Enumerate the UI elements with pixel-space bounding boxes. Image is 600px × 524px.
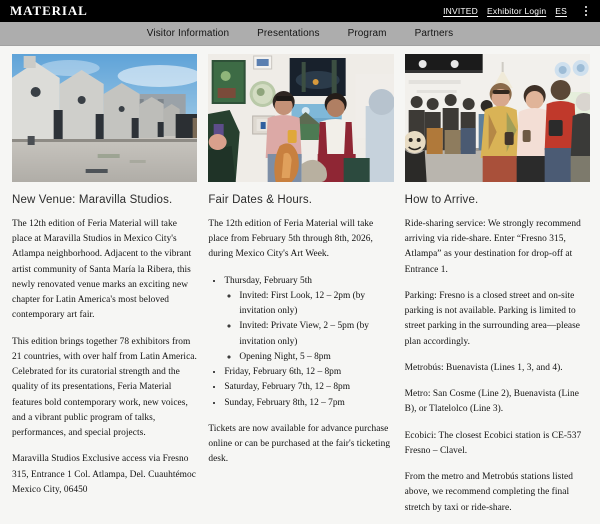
- kebab-menu-icon[interactable]: [580, 3, 592, 19]
- paragraph-metrobus: Metrobús: Buenavista (Lines 1, 3, and 4).: [404, 362, 563, 373]
- column-how-to-arrive: [405, 54, 590, 524]
- content-columns: [0, 46, 600, 524]
- main-navigation: [0, 22, 600, 46]
- paragraph-exhibitors: This edition brings together 78 exhibitors from 21 countries, with over half from Latin America. Celebrated for its curatorial strength and the quality of its presentations, Feria Material features bold contemporary work, new voices, and a vibrant public program of talks, performances, and special projects.: [12, 336, 197, 439]
- schedule-session: ◦ Invited: First Look, 12 – 2pm (by invitation only): [239, 289, 393, 319]
- schedule-session: ◦ Invited: Private View, 2 – 5pm (by invitation only): [239, 319, 393, 349]
- schedule-day-label: Thursday, February 5th: [224, 275, 312, 286]
- schedule-day-friday: • Friday, February 6th, 12 – 8pm: [224, 365, 393, 380]
- schedule-session: ◦ Opening Night, 5 – 8pm: [239, 350, 393, 365]
- column-title-new-venue: New Venue: Maravilla Studios.: [12, 194, 173, 206]
- nav-item-presentations[interactable]: Presentations: [257, 28, 320, 39]
- paragraph-parking: Parking: Fresno is a closed street and on-site parking is not available. Parking is limited to street parking in the surrounding area—please plan accordingly.: [404, 290, 581, 347]
- schedule-day-thursday: [224, 274, 393, 365]
- paragraph-ecobici: Ecobici: The closest Ecobici station is CE-537 Fresno – Clavel.: [404, 430, 582, 456]
- header-links-group: [443, 3, 592, 19]
- schedule-list: [208, 274, 393, 411]
- nav-item-partners[interactable]: Partners: [414, 28, 454, 39]
- nav-item-visitor-information[interactable]: Visitor Information: [146, 28, 230, 39]
- nav-item-program[interactable]: Program: [347, 28, 387, 39]
- paragraph-ride-sharing: Ride-sharing service: We strongly recommend arriving via ride-share. Enter “Fresno 315, Atlampa” as your destination for drop-off at Entrance 1.: [404, 219, 581, 275]
- paragraph-fair-dates-intro: The 12th edition of Feria Material will take place from February 5th through 8th, 2026, during Mexico City's Art Week.: [208, 219, 374, 260]
- schedule-sessions-thursday: [224, 289, 393, 365]
- column-title-fair-dates: Fair Dates & Hours.: [208, 194, 313, 206]
- language-es-link[interactable]: ES: [555, 6, 567, 16]
- paragraph-final-stretch: From the metro and Metrobús stations listed above, we recommend completing the final stretch by taxi or ride-share.: [404, 472, 573, 513]
- column-title-how-to-arrive: How to Arrive.: [404, 194, 479, 206]
- site-logo-material[interactable]: MATERIAL: [10, 3, 88, 18]
- exhibitor-login-link[interactable]: Exhibitor Login: [487, 6, 547, 16]
- maravilla-studios-exterior-photo: [12, 54, 197, 182]
- gallery-visitors-artworks-photo: [208, 54, 393, 182]
- schedule-day-saturday: • Saturday, February 7th, 12 – 8pm: [224, 380, 393, 395]
- paragraph-metro: Metro: San Cosme (Line 2), Buenavista (Line B), or Tlatelolco (Line 3).: [404, 389, 579, 415]
- paragraph-tickets: Tickets are now available for advance purchase online or can be purchased at the fair's ticketing desk.: [208, 423, 391, 465]
- schedule-day-sunday: • Sunday, February 8th, 12 – 7pm: [224, 396, 393, 411]
- column-new-venue: [12, 54, 197, 524]
- invited-link[interactable]: INVITED: [443, 6, 479, 16]
- art-fair-crowd-photo: [405, 54, 590, 182]
- paragraph-venue-intro: The 12th edition of Feria Material will take place at Maravilla Studios in Mexico City's Atlampa neighborhood. Adjacent to the vibrant artist community of Santa María la Ribera, this newly renovated venue marks an exciting new chapter for Latin America's most beloved contemporary art fair.: [12, 219, 192, 321]
- column-fair-dates: [208, 54, 393, 524]
- paragraph-venue-address: Maravilla Studios Exclusive access via Fresno 315, Entrance 1 Col. Atlampa, Del. Cuauhtémoc Mexico City, 06450: [12, 454, 196, 495]
- top-header-bar: [0, 0, 600, 22]
